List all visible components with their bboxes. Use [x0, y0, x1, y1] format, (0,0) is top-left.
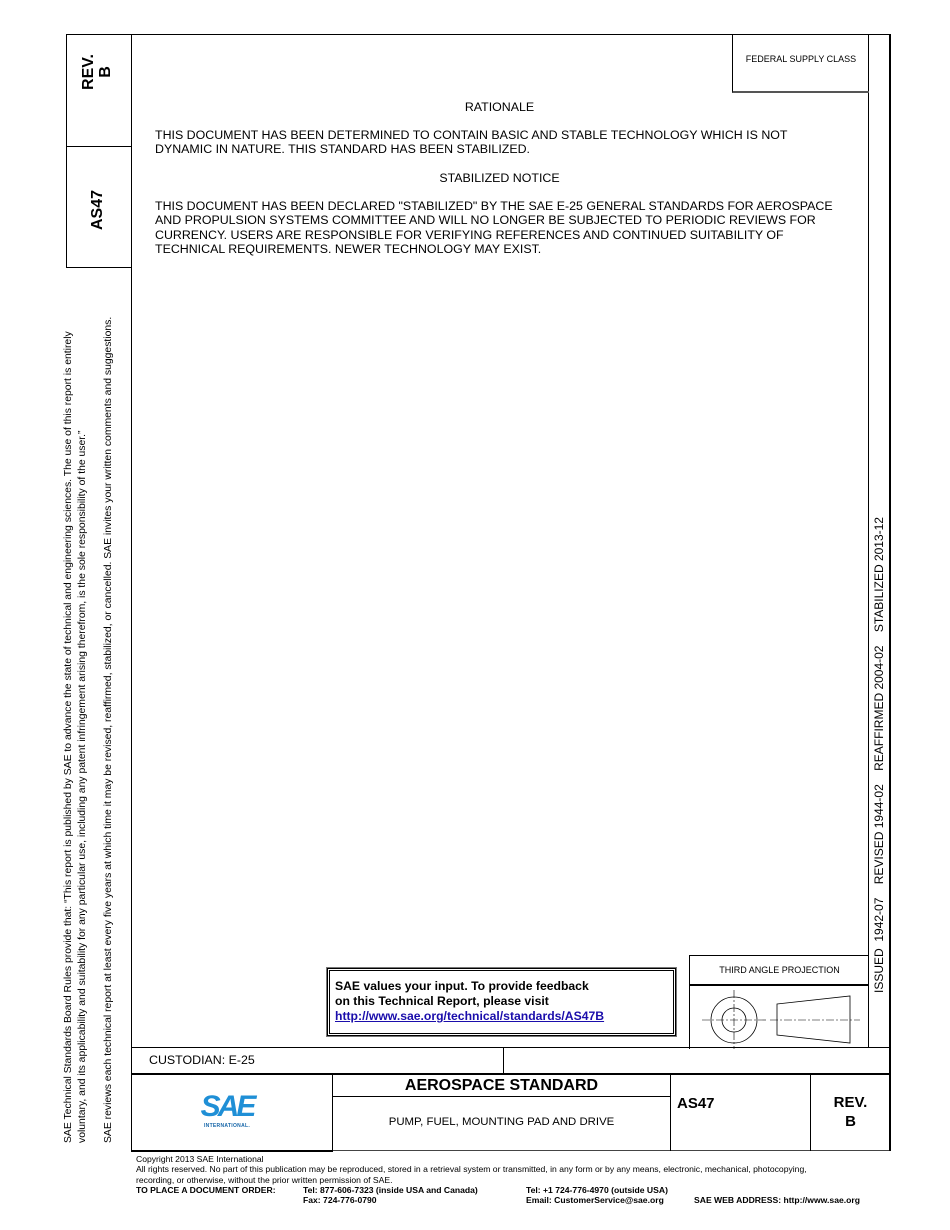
web-address: SAE WEB ADDRESS: http://www.sae.org	[694, 1194, 860, 1205]
left-notice-line3: SAE reviews each technical report at least every five years at which time it may be revised, reaffirmed, stabilized, or cancelled. SAE invites your written comments and suggestions.	[103, 316, 114, 1143]
document-history: ISSUED 1942-07 REVISED 1944-02 REAFFIRMED 2004-02 STABILIZED 2013-12	[872, 517, 886, 993]
title-doc-number: AS47	[677, 1095, 715, 1112]
footer	[136, 1154, 860, 1206]
document-title: PUMP, FUEL, MOUNTING PAD AND DRIVE	[388, 1116, 615, 1128]
left-rev-label: REV. B	[80, 54, 114, 90]
projection-box	[689, 955, 869, 1049]
rights-line1: All rights reserved. No part of this publication may be reproduced, stored in a retrieval system or transmitted, in any form or by any means, electronic, mechanical, photocopying,	[136, 1164, 807, 1175]
left-notice-line1: SAE Technical Standards Board Rules provide that: “This report is published by SAE to advance the state of technical and engineering sciences. The use of this report is entirely	[63, 331, 74, 1143]
title-rev: REV. B	[833, 1094, 868, 1130]
left-notice-line2: voluntary, and its applicability and suitability for any particular use, including any patent infringement arising therefrom, is the sole responsibility of the user.”	[77, 430, 88, 1143]
tel-usa: Tel: 877-606-7323 (inside USA and Canada)	[303, 1184, 478, 1195]
stabilized-notice-heading: STABILIZED NOTICE	[439, 171, 560, 185]
feedback-line2: on this Technical Report, please visit	[335, 994, 549, 1008]
projection-label: THIRD ANGLE PROJECTION	[719, 965, 840, 975]
fax: Fax: 724-776-0790	[303, 1194, 377, 1205]
sae-logo-text: SAE	[200, 1090, 254, 1123]
feedback-box	[327, 968, 676, 1036]
rights-line2: recording, or otherwise, without the prior written permission of SAE.	[136, 1174, 393, 1185]
tel-outside: Tel: +1 724-776-4970 (outside USA)	[526, 1184, 668, 1195]
third-angle-projection-icon	[690, 986, 869, 1049]
email: Email: CustomerService@sae.org	[526, 1194, 664, 1205]
left-doc-number: AS47	[89, 189, 106, 230]
copyright: Copyright 2013 SAE International	[136, 1154, 264, 1164]
feedback-line1: SAE values your input. To provide feedback	[335, 979, 589, 993]
sae-logo	[196, 1092, 258, 1134]
feedback-link[interactable]: http://www.sae.org/technical/standards/AS47B	[335, 1009, 605, 1023]
sae-logo-subtext: INTERNATIONAL.	[203, 1123, 251, 1129]
stabilized-notice-text: THIS DOCUMENT HAS BEEN DECLARED "STABILIZED" BY THE SAE E-25 GENERAL STANDARDS FOR AEROSPACE AND PROPULSION SYSTEMS COMMITTEE AND WILL NO LONGER BE SUBJECTED TO PERIODIC REVIEWS FOR CURRENCY. USERS ARE RESPONSIBLE FOR VERIFYING REFERENCES AND CONTINUED SUITABILITY OF TECHNICAL REQUIREMENTS. NEWER TECHNOLOGY MAY EXIST.	[155, 199, 833, 257]
rationale-heading: RATIONALE	[464, 100, 535, 114]
federal-supply-class-label: FEDERAL SUPPLY CLASS	[745, 54, 857, 64]
document-type: AEROSPACE STANDARD	[404, 1077, 599, 1094]
order-label: TO PLACE A DOCUMENT ORDER:	[136, 1184, 276, 1195]
federal-supply-class-box	[732, 34, 869, 93]
custodian-label: CUSTODIAN: E-25	[149, 1053, 255, 1067]
rationale-text: THIS DOCUMENT HAS BEEN DETERMINED TO CONTAIN BASIC AND STABLE TECHNOLOGY WHICH IS NOT DYNAMIC IN NATURE. THIS STANDARD HAS BEEN STABILIZED.	[155, 128, 788, 157]
